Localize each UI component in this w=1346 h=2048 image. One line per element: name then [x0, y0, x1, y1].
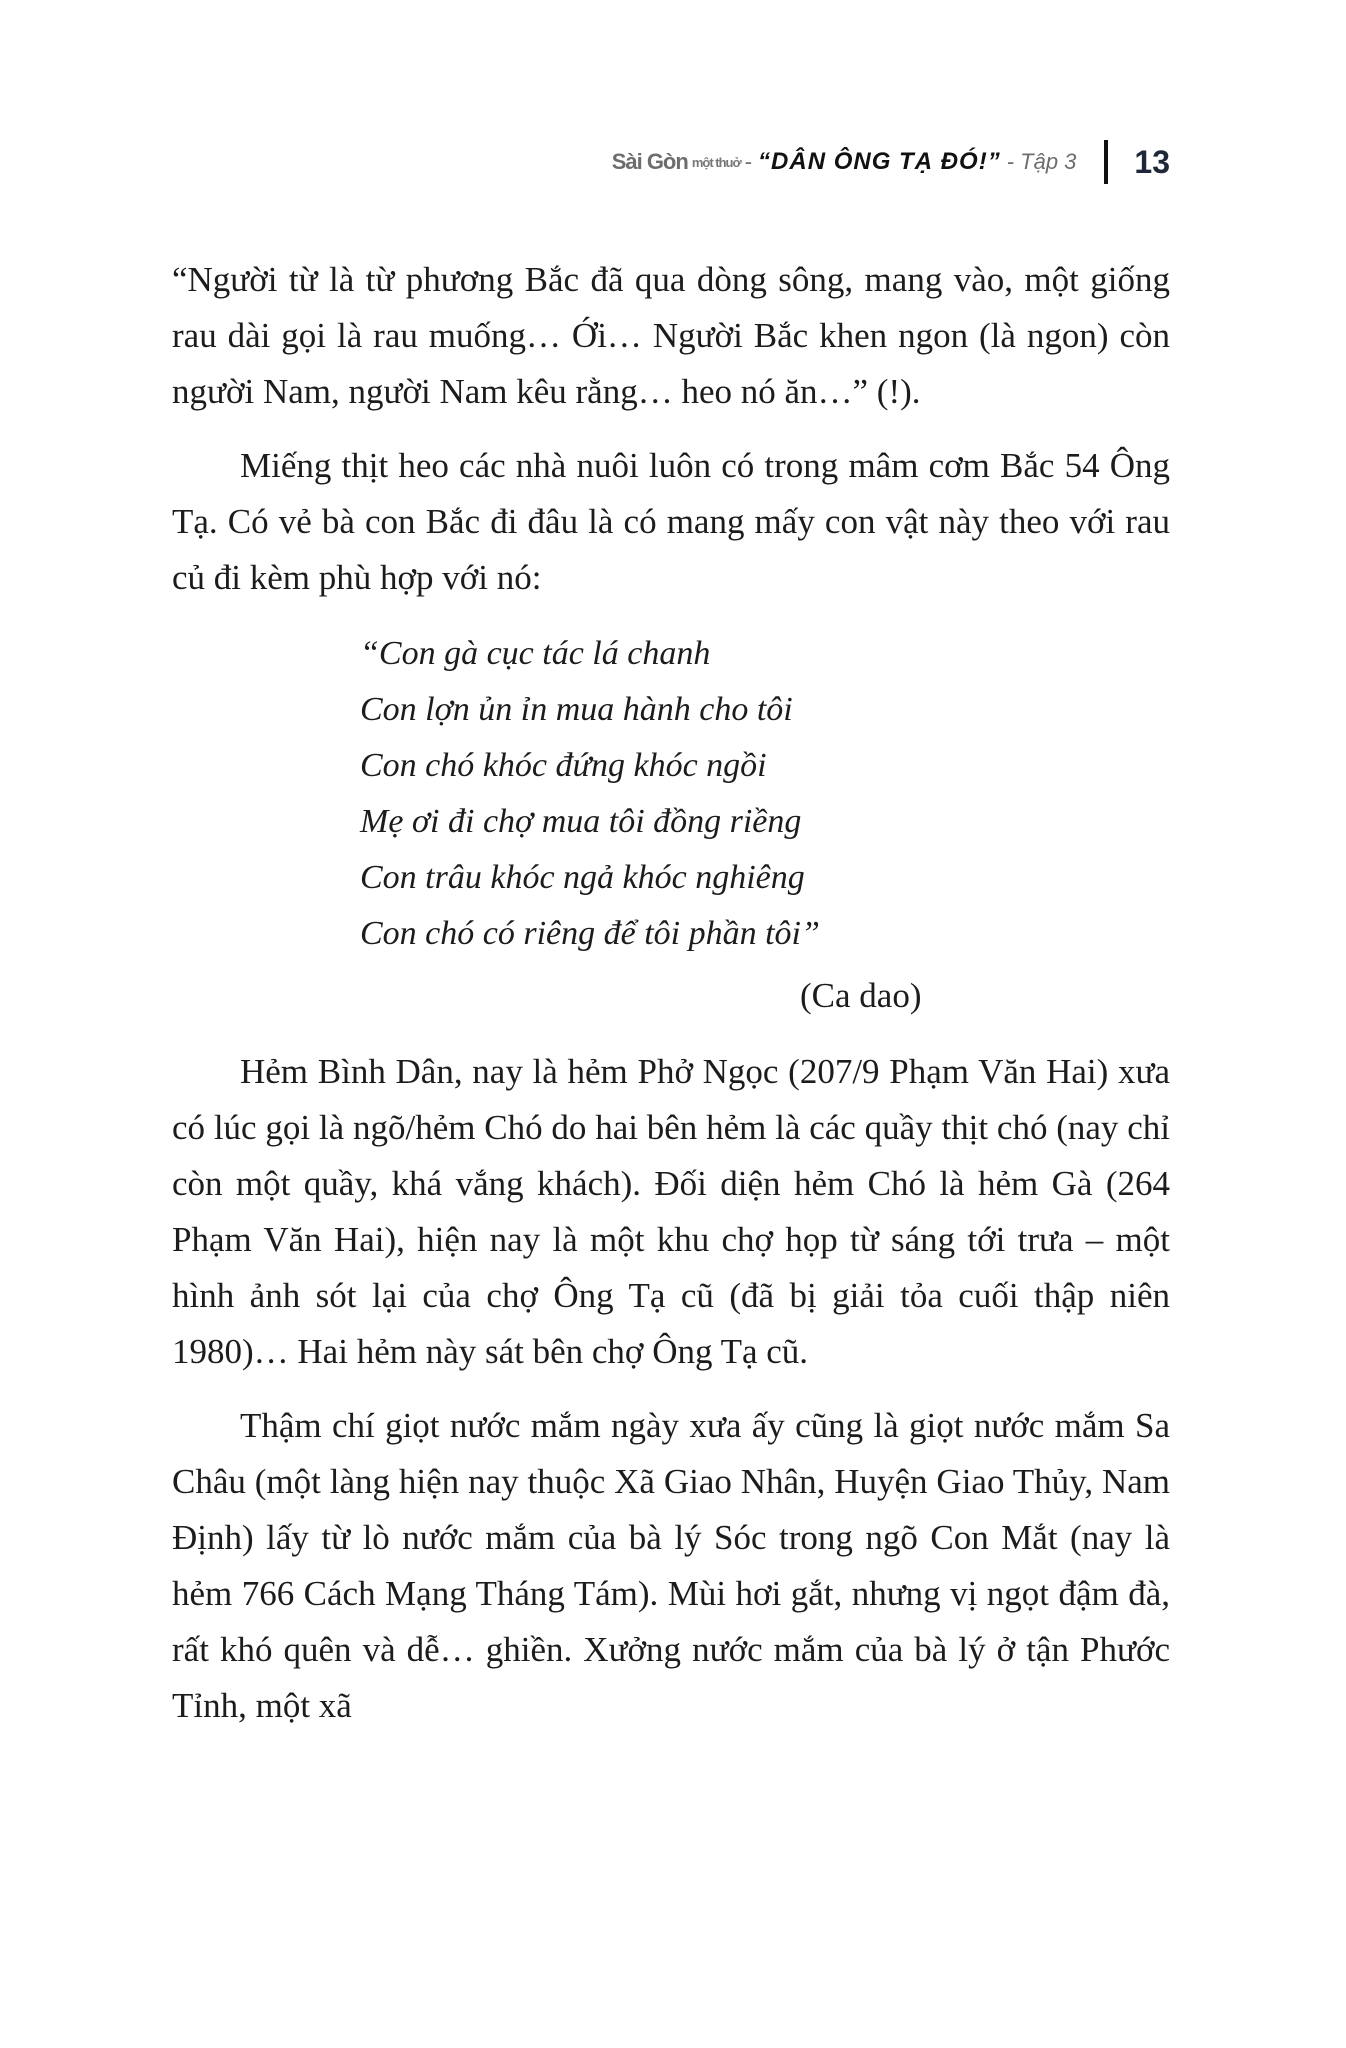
page-number: 13 [1134, 143, 1170, 180]
page-body [172, 252, 1170, 1752]
poem-attribution: (Ca dao) [800, 976, 922, 1015]
header-series-subtitle: một thuở [691, 154, 741, 170]
paragraph-fish-sauce: Thậm chí giọt nước mắm ngày xưa ấy cũng là giọt nước mắm Sa Châu (một làng hiện nay thuộc Xã Giao Nhân, Huyện Giao Thủy, Nam Định) lấy từ lò nước mắm của bà lý Sóc trong ngõ Con Mắt (nay là hẻm 766 Cách Mạng Tháng Tám). Mùi hơi gắt, nhưng vị ngọt đậm đà, rất khó quên và dễ… ghiền. Xưởng nước mắm của bà lý ở tận Phước Tỉnh, một xã [172, 1406, 1170, 1725]
paragraph-pork: Miếng thịt heo các nhà nuôi luôn có trong mâm cơm Bắc 54 Ông Tạ. Có vẻ bà con Bắc đi đâu là có mang mấy con vật này theo với rau củ đi kèm phù hợp với nó: [172, 446, 1170, 597]
folk-poem [360, 624, 1170, 962]
header-volume: - Tập 3 [1006, 149, 1077, 174]
header-book-title: “DÂN ÔNG TẠ ĐÓ!” [758, 148, 1001, 175]
poem-line: Con trâu khóc ngả khóc nghiêng [360, 859, 805, 896]
poem-line: Con chó có riêng để tôi phần tôi” [360, 915, 820, 952]
poem-line: Con chó khóc đứng khóc ngồi [360, 747, 767, 784]
paragraph-alleys: Hẻm Bình Dân, nay là hẻm Phở Ngọc (207/9 Phạm Văn Hai) xưa có lúc gọi là ngõ/hẻm Chó do hai bên hẻm là các quầy thịt chó (nay chỉ còn một quầy, khá vắng khách). Đối diện hẻm Chó là hẻm Gà (264 Phạm Văn Hai), hiện nay là một khu chợ họp từ sáng tới trưa – một hình ảnh sót lại của chợ Ông Tạ cũ (đã bị giải tỏa cuối thập niên 1980)… Hai hẻm này sát bên chợ Ông Tạ cũ. [172, 1052, 1170, 1371]
poem-line: Mẹ ơi đi chợ mua tôi đồng riềng [360, 803, 802, 840]
header-series-name: Sài Gòn [611, 149, 688, 174]
poem-line: Con lợn ủn ỉn mua hành cho tôi [360, 691, 793, 728]
paragraph-quote: “Người từ là từ phương Bắc đã qua dòng sông, mang vào, một giống rau dài gọi là rau muống… Ới… Người Bắc khen ngon (là ngon) còn người Nam, người Nam kêu rằng… heo nó ăn…” (!). [172, 260, 1170, 411]
header-separator: - [744, 149, 753, 174]
header-divider-bar [1104, 140, 1108, 184]
running-header [612, 140, 1170, 184]
poem-line: “Con gà cục tác lá chanh [360, 635, 711, 672]
